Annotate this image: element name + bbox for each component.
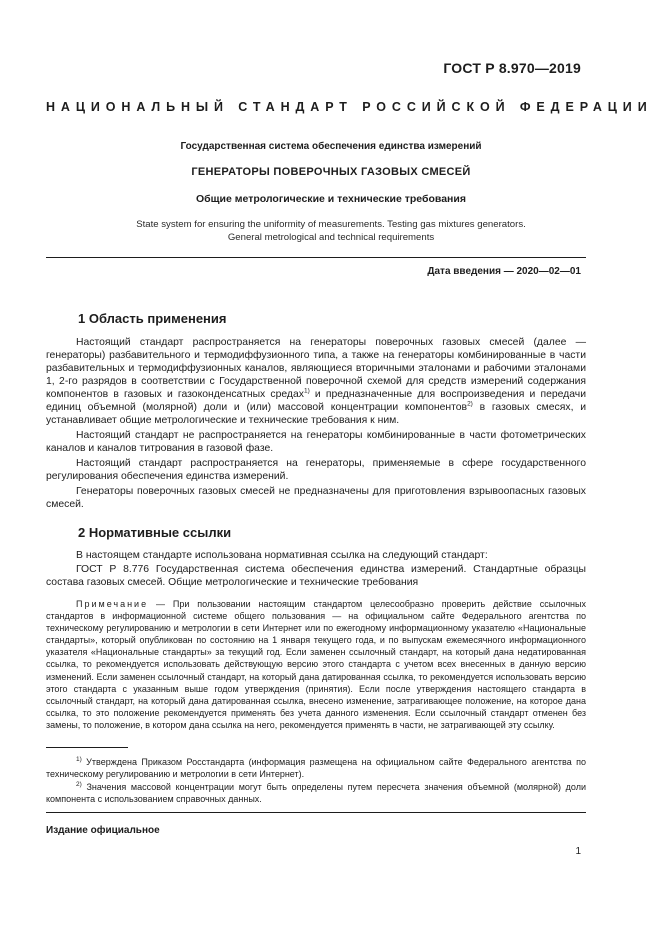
document-subtitle: Общие метрологические и технические требования — [196, 193, 466, 205]
title-divider — [46, 257, 586, 258]
footnote-ref-2[interactable]: 2) — [467, 400, 473, 408]
footnote-1 — [46, 756, 586, 780]
document-title: ГЕНЕРАТОРЫ ПОВЕРОЧНЫХ ГАЗОВЫХ СМЕСЕЙ — [191, 166, 471, 178]
section-1-paragraph-2: Настоящий стандарт не распространяется на генераторы комбинированные в части фотометрических каналов и каналов титрования в газовой фазе. — [46, 430, 586, 454]
normative-reference: ГОСТ Р 8.776 Государственная система обеспечения единства измерений. Стандартные образцы состава газовых смесей. Общие метрологические и технические требования — [46, 564, 586, 588]
section-1-heading: 1 Область применения — [78, 311, 227, 326]
national-standard-banner: НАЦИОНАЛЬНЫЙ СТАНДАРТ РОССИЙСКОЙ ФЕДЕРАЦИИ — [46, 100, 653, 114]
footnote-2 — [46, 781, 586, 805]
p1-text-a: Настоящий стандарт распространяется на генераторы поверочных газовых смесей (далее — генераторы) разбавительного и термодиффузионного типа, а также на генераторы комбинированные в части разбавительных и термодиффузионных каналов, являющиеся вторичными эталонами и рабочими эталонами 1, 2-го разрядов в соответствии с Государственной поверочной схемой для средств измерений содержания компонентов в газовых и газоконденсатных средах — [46, 337, 586, 400]
footnote-2-text: Значения массовой концентрации могут быть определены путем пересчета значения объемной (молярной) доли компонента с использованием справочных данных. — [46, 782, 586, 805]
standard-number: ГОСТ Р 8.970—2019 — [443, 60, 581, 76]
note-block — [46, 598, 586, 731]
footnote-2-mark: 2) — [76, 781, 82, 788]
section-1-paragraph-4: Генераторы поверочных газовых смесей не предназначены для приготовления взрывоопасных газовых смесей. — [46, 486, 586, 510]
page-number: 1 — [575, 846, 581, 857]
footnote-1-text: Утверждена Приказом Росстандарта (информация размещена на официальном сайте Федерального агентства по техническому регулированию и метрологии в сети Интернет). — [46, 757, 586, 780]
introduction-date: Дата введения — 2020—02—01 — [427, 266, 581, 277]
note-text: — При пользовании настоящим стандартом целесообразно проверить действие ссылочных стандартов в информационной системе общего пользования — на официальном сайте Федерального агентства по техническому регулированию и метрологии в сети Интернет или по ежегодному информационному указателю «Национальные стандарты», который опубликован по состоянию на 1 января текущего года, и по выпускам ежемесячного информационного указателя «Национальные стандарты» за текущий год. Если заменен ссылочный стандарт, на который дана недатированная ссылка, то рекомендуется использовать действующую версию этого стандарта с учетом всех внесенных в данную версию изменений. Если заменен ссылочный стандарт, на который дана датированная ссылка, то рекомендуется использовать версию этого стандарта с указанным выше годом утверждения (принятия). Если после утверждения настоящего стандарта в ссылочный стандарт, на который дана датированная ссылка, внесено изменение, затрагивающее положение, на которое дана ссылка, то это положение рекомендуется применять без учета данного изменения. Если ссылочный стандарт отменен без замены, то положение, в котором дана ссылка на него, рекомендуется применять в части, не затрагивающей эту ссылку. — [46, 599, 586, 730]
system-title: Государственная система обеспечения единства измерений — [180, 141, 482, 152]
section-2-heading: 2 Нормативные ссылки — [78, 525, 232, 540]
english-title-line-2: General metrological and technical requirements — [227, 231, 435, 243]
section-2-paragraph-1: В настоящем стандарте использована нормативная ссылка на следующий стандарт: — [76, 550, 488, 561]
section-1-paragraph-1 — [46, 336, 586, 427]
section-1-paragraph-3: Настоящий стандарт распространяется на генераторы, применяемые в сфере государственного регулирования обеспечения единства измерений. — [46, 458, 586, 482]
footnote-ref-1[interactable]: 1) — [303, 387, 310, 395]
official-edition-label: Издание официальное — [46, 825, 160, 836]
footnote-1-mark: 1) — [76, 756, 82, 763]
english-title — [46, 219, 616, 244]
english-title-line-1: State system for ensuring the uniformity of measurements. Testing gas mixtures generators. — [136, 219, 526, 230]
footnote-divider — [46, 747, 128, 748]
p1-text-b: и предназначенные для воспроизведения и передачи единиц объемной (молярной) доли и (или) массовой концентрации компонентов — [46, 389, 587, 413]
footer-divider — [46, 812, 586, 813]
note-label: Примечание — [76, 599, 149, 609]
p1-text-c: в газовых смесях, и устанавливает общие метрологические и технические требования к ним. — [46, 402, 586, 426]
